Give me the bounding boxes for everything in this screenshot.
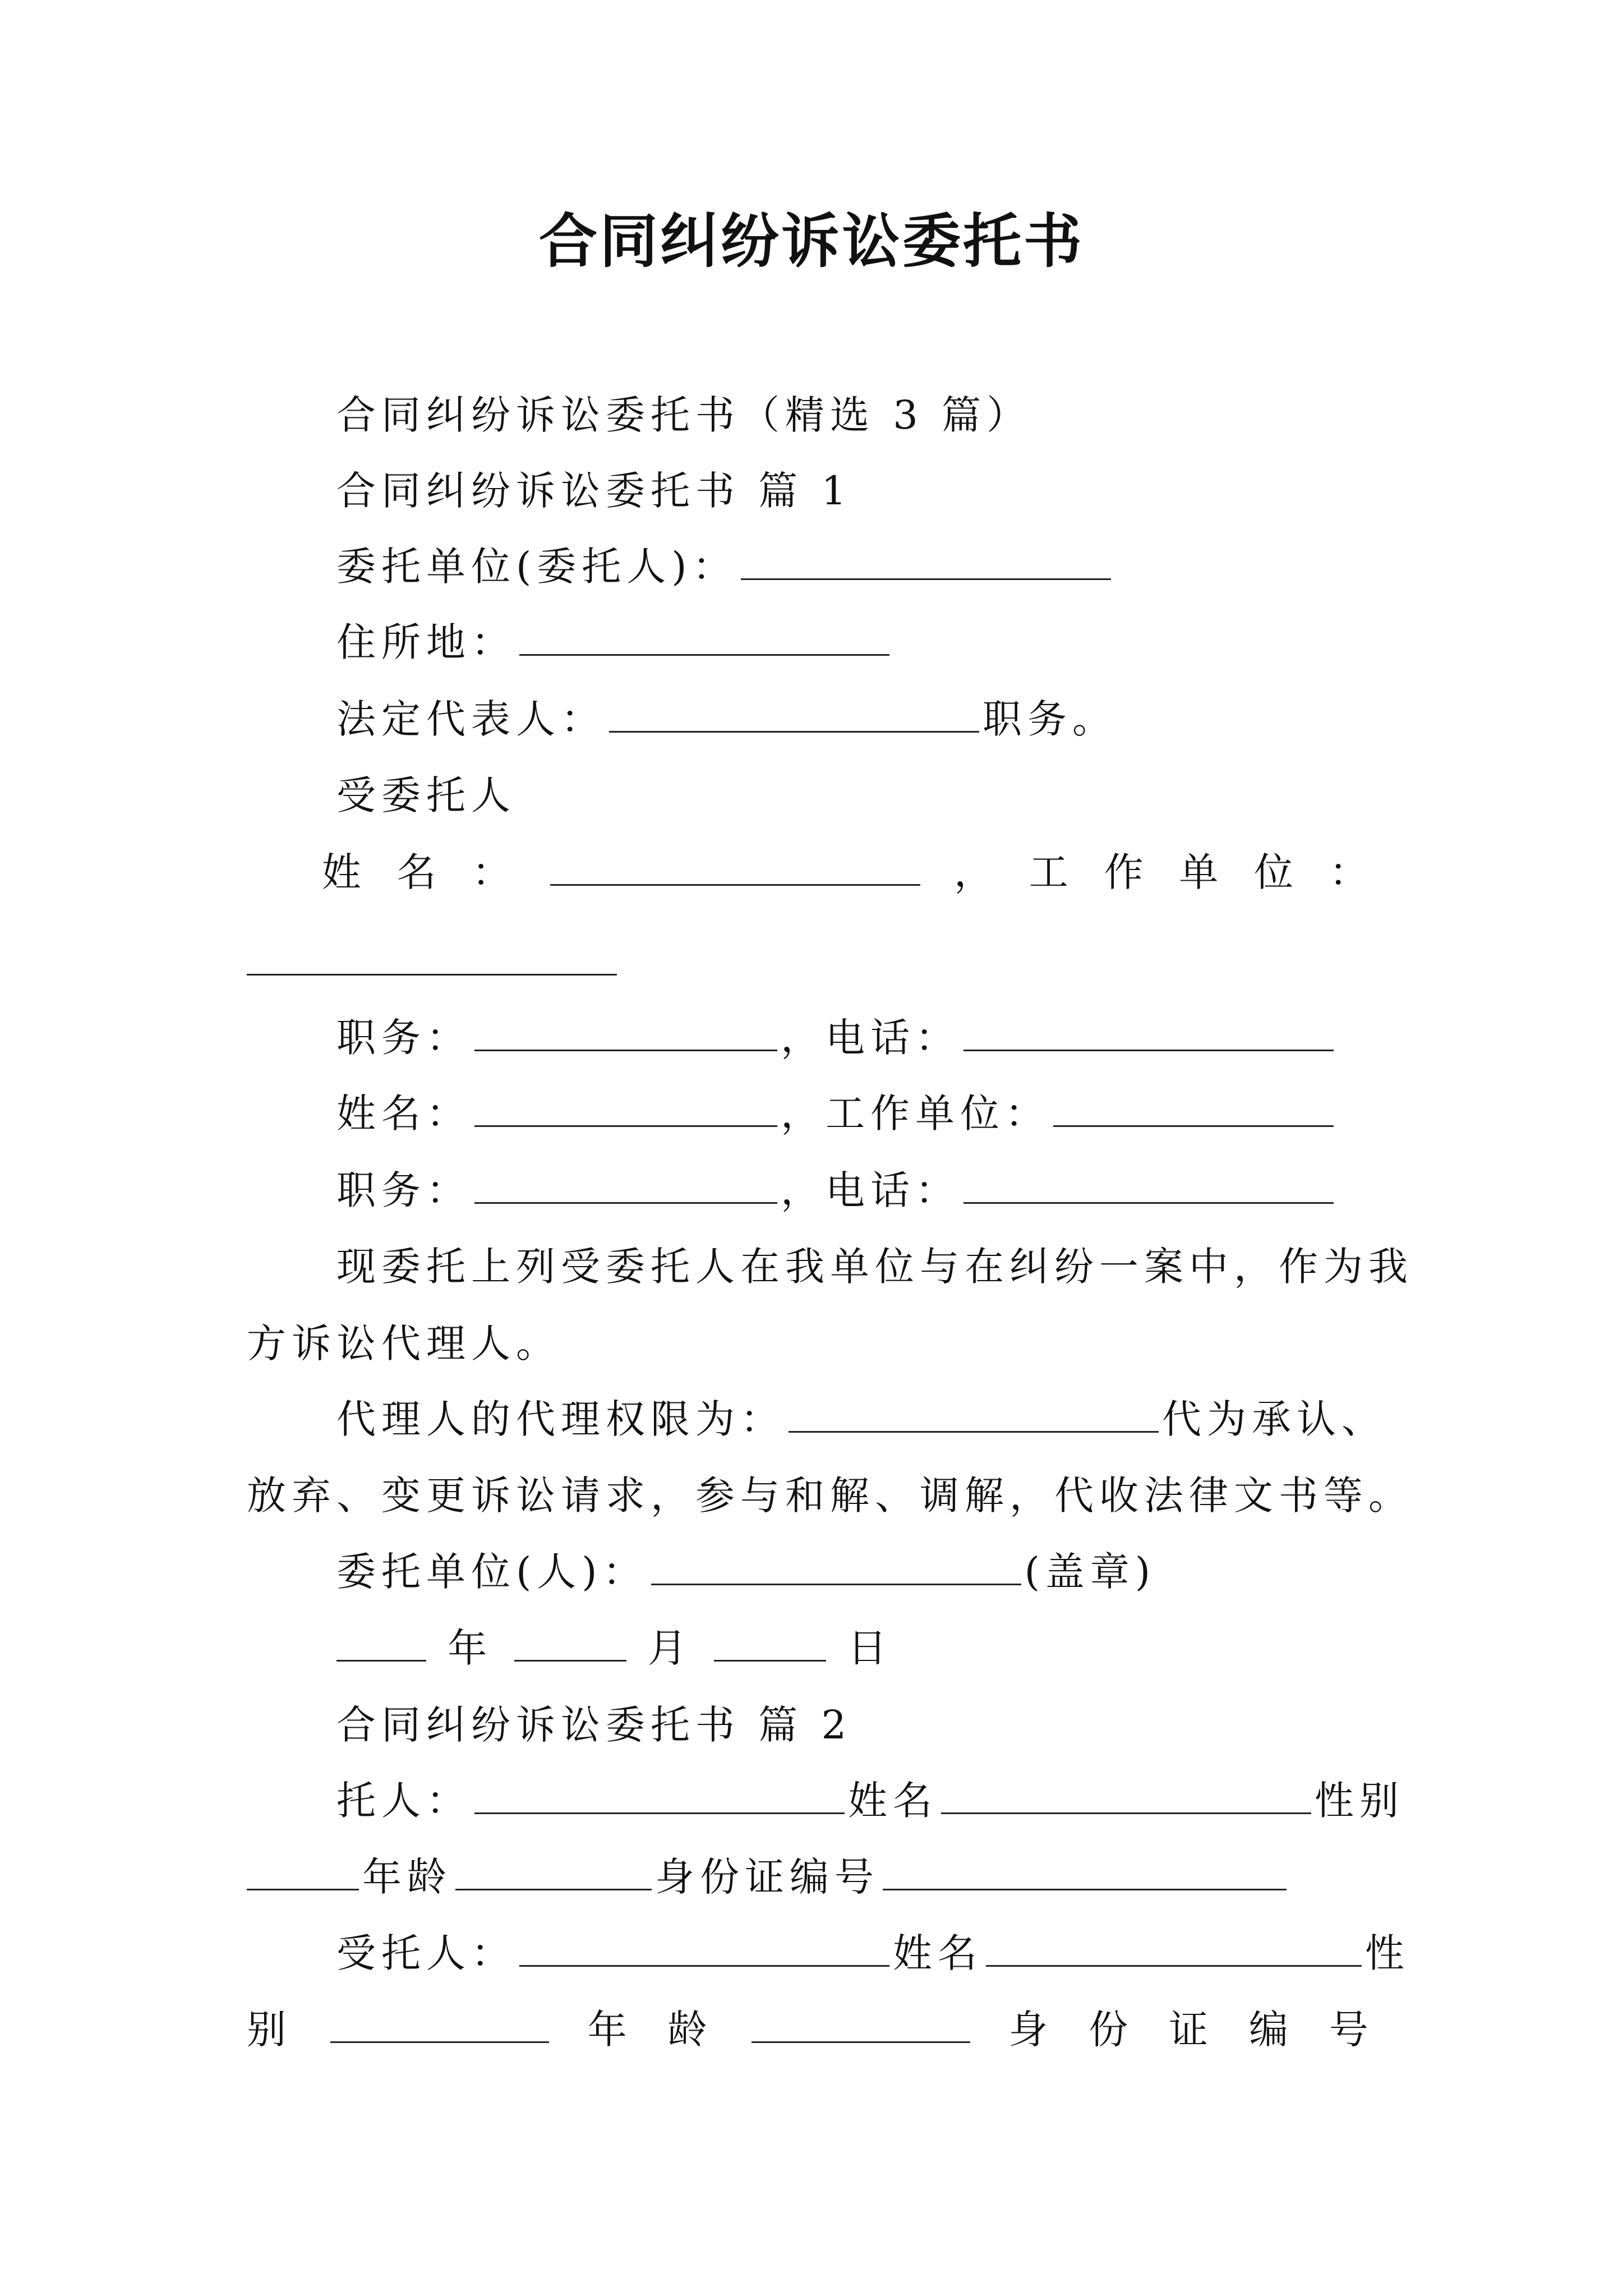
phone-label: 电话： xyxy=(826,1167,960,1213)
document-title: 合同纠纷诉讼委托书 xyxy=(538,206,1084,275)
age-char-1: 年 xyxy=(587,2007,633,2053)
agent-2-label: 受托人： xyxy=(336,1930,516,1976)
legal-rep-label: 法定代表人： xyxy=(336,696,606,742)
work-unit-char-2: 作 xyxy=(1104,849,1149,895)
id-char-5: 号 xyxy=(1329,2007,1374,2053)
comma: ， xyxy=(781,1015,826,1061)
agent-name-workunit-line xyxy=(247,844,1374,900)
job-blank-2 xyxy=(474,1163,777,1204)
job-label: 职务： xyxy=(336,1167,471,1213)
id-label: 身份证编号 xyxy=(655,1854,879,1900)
age-char-2: 龄 xyxy=(667,2007,713,2053)
gender-char-1: 性 xyxy=(1365,1930,1410,1976)
agent-2-details-line xyxy=(247,2001,1374,2058)
authorization-line-2: 方诉讼代理人。 xyxy=(247,1320,561,1366)
scope-line-2: 放弃、变更诉讼请求，参与和解、调解，代收法律文书等。 xyxy=(247,1473,1413,1519)
work-unit-char-5: ： xyxy=(1329,849,1374,895)
agent-2-name-blank xyxy=(986,1926,1362,1967)
name-plain-label: 姓名 xyxy=(893,1930,983,1976)
agent-heading: 受委托人 xyxy=(336,772,516,818)
agent-2-blank xyxy=(519,1926,889,1967)
name-char-3: ： xyxy=(472,849,517,895)
phone-label: 电话： xyxy=(826,1015,960,1061)
legal-rep-line xyxy=(336,691,1117,747)
name-plain-label: 姓名 xyxy=(848,1778,938,1824)
legal-rep-blank xyxy=(609,692,979,733)
agent-2-age-blank xyxy=(751,2002,970,2043)
domicile-label: 住所地： xyxy=(336,619,516,665)
principal-sign-blank xyxy=(651,1544,1021,1585)
entruster-name-blank xyxy=(941,1773,1311,1814)
entruster-line xyxy=(336,1773,1404,1829)
id-blank xyxy=(883,1849,1287,1890)
domicile-line xyxy=(336,614,893,670)
age-label: 年龄 xyxy=(362,1854,452,1900)
work-unit-char-3: 单 xyxy=(1179,849,1224,895)
id-char-3: 证 xyxy=(1169,2007,1214,2053)
age-blank xyxy=(455,1849,652,1890)
comma: ， xyxy=(781,1167,826,1213)
legal-rep-suffix: 职务。 xyxy=(983,696,1117,742)
month-label: 月 xyxy=(647,1625,693,1671)
principal-unit-blank xyxy=(741,539,1111,580)
job-phone-line-2 xyxy=(336,1162,1337,1218)
agent-name-blank xyxy=(550,845,920,886)
principal-unit-2-label: 委托单位(人)： xyxy=(336,1549,648,1595)
work-unit-blank xyxy=(247,935,617,976)
day-blank xyxy=(714,1621,826,1662)
gender-label: 性别 xyxy=(1315,1778,1404,1824)
entruster-label: 托人： xyxy=(336,1778,471,1824)
principal-unit-label: 委托单位(委托人)： xyxy=(336,544,737,590)
principal-unit-line xyxy=(336,539,1114,595)
year-blank xyxy=(336,1621,426,1662)
gender-blank xyxy=(247,1849,359,1890)
principal-sign-line xyxy=(336,1544,1156,1600)
section-heading-1: 合同纠纷诉讼委托书 篇 1 xyxy=(336,468,852,514)
id-char-2: 份 xyxy=(1089,2007,1134,2053)
scope-line-1 xyxy=(336,1391,1386,1447)
id-char-4: 编 xyxy=(1249,2007,1294,2053)
name-blank xyxy=(474,1086,777,1127)
domicile-blank xyxy=(519,615,889,656)
agent-2-line xyxy=(336,1925,1410,1981)
scope-label: 代理人的代理权限为： xyxy=(336,1396,785,1442)
name-char-2: 名 xyxy=(396,849,442,895)
comma: ， xyxy=(781,1091,826,1137)
day-label: 日 xyxy=(847,1625,893,1671)
work-unit-label: 工作单位： xyxy=(826,1091,1050,1137)
year-label: 年 xyxy=(448,1625,493,1671)
seal-label: (盖章) xyxy=(1024,1549,1156,1595)
name-label: 姓名： xyxy=(336,1091,471,1137)
work-unit-char-1: 工 xyxy=(1029,849,1074,895)
job-phone-line-1 xyxy=(336,1010,1337,1066)
section-heading-2: 合同纠纷诉讼委托书 篇 2 xyxy=(336,1702,852,1748)
agent-2-gender-blank xyxy=(330,2002,549,2043)
work-unit-char-4: 位 xyxy=(1254,849,1299,895)
phone-blank xyxy=(963,1010,1334,1051)
name-char-1: 姓 xyxy=(321,849,367,895)
comma: ， xyxy=(953,849,999,895)
job-blank xyxy=(474,1010,777,1051)
gender-char-2: 别 xyxy=(247,2007,292,2053)
entruster-blank xyxy=(474,1773,845,1814)
job-label: 职务： xyxy=(336,1015,471,1061)
work-unit-blank-line xyxy=(247,934,620,990)
scope-suffix: 代为承认、 xyxy=(1162,1396,1386,1442)
entruster-details-line xyxy=(247,1849,1290,1905)
date-line xyxy=(336,1620,892,1676)
intro-line: 合同纠纷诉讼委托书（精选 3 篇） xyxy=(336,392,1032,438)
scope-blank xyxy=(789,1392,1159,1433)
id-char-1: 身 xyxy=(1008,2007,1054,2053)
work-unit-blank-2 xyxy=(1053,1086,1334,1127)
phone-blank-2 xyxy=(963,1163,1334,1204)
month-blank xyxy=(514,1621,626,1662)
authorization-line-1: 现委托上列受委托人在我单位与在纠纷一案中，作为我 xyxy=(336,1244,1413,1290)
name-workunit-line-2 xyxy=(336,1085,1337,1142)
